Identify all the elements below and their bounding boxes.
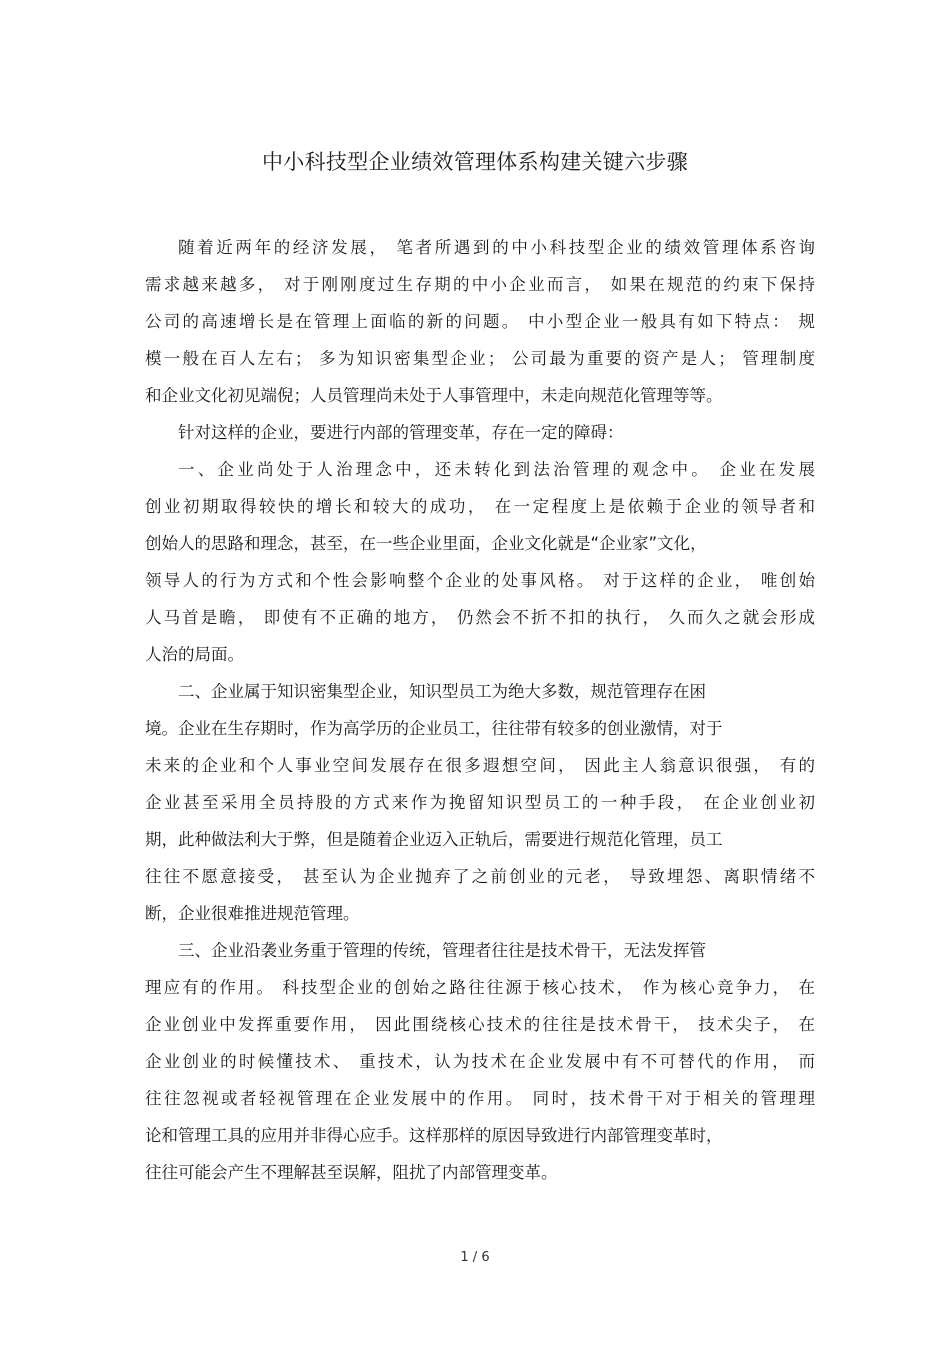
body-line: 人马首是瞻， 即使有不正确的地方， 仍然会不折不扣的执行， 久而久之就会形成 — [145, 608, 815, 627]
page-number: 1 / 6 — [460, 1250, 490, 1265]
body-line: 往往可能会产生不理解甚至误解，阻扰了内部管理变革。 — [145, 1163, 558, 1182]
body-line: 随着近两年的经济发展， 笔者所遇到的中小科技型企业的绩效管理体系咨询 — [178, 238, 815, 257]
body-line: 和企业文化初见端倪；人员管理尚未处于人事管理中，未走向规范化管理等等。 — [145, 386, 723, 405]
body-line: 企业创业的时候懂技术、 重技术，认为技术在企业发展中有不可替代的作用， 而 — [145, 1052, 815, 1071]
body-line: 公司的高速增长是在管理上面临的新的问题。 中小型企业一般具有如下特点： 规 — [145, 312, 815, 331]
body-line: 针对这样的企业，要进行内部的管理变革，存在一定的障碍： — [178, 423, 624, 442]
body-line: 境。企业在生存期时，作为高学历的企业员工，往往带有较多的创业激情，对于 — [145, 719, 723, 738]
body-line: 一、企业尚处于人治理念中，还未转化到法治管理的观念中。 企业在发展 — [178, 460, 815, 479]
body-line: 论和管理工具的应用并非得心应手。这样那样的原因导致进行内部管理变革时， — [145, 1126, 723, 1145]
body-line: 人治的局面。 — [145, 645, 244, 664]
body-line: 模一般在百人左右； 多为知识密集型企业； 公司最为重要的资产是人； 管理制度 — [145, 349, 815, 368]
body-line: 二、企业属于知识密集型企业，知识型员工为绝大多数，规范管理存在困 — [178, 682, 706, 701]
document-body — [145, 229, 815, 1191]
body-line: 往往忽视或者轻视管理在企业发展中的作用。 同时，技术骨干对于相关的管理理 — [145, 1089, 815, 1108]
body-line: 企业甚至采用全员持股的方式来作为挽留知识型员工的一种手段， 在企业创业初 — [145, 793, 815, 812]
body-line: 理应有的作用。 科技型企业的创始之路往往源于核心技术， 作为核心竞争力， 在 — [145, 978, 815, 997]
body-line: 未来的企业和个人事业空间发展存在很多遐想空间， 因此主人翁意识很强， 有的 — [145, 756, 815, 775]
body-line: 领导人的行为方式和个性会影响整个企业的处事风格。 对于这样的企业， 唯创始 — [145, 571, 815, 590]
document-title: 中小科技型企业绩效管理体系构建关键六步骤 — [262, 150, 688, 174]
body-line: 创业初期取得较快的增长和较大的成功， 在一定程度上是依赖于企业的领导者和 — [145, 497, 815, 516]
body-line: 往往不愿意接受， 甚至认为企业抛弃了之前创业的元老， 导致埋怨、离职情绪不 — [145, 867, 815, 886]
body-line: 需求越来越多， 对于刚刚度过生存期的中小企业而言， 如果在规范的约束下保持 — [145, 275, 815, 294]
body-line: 三、企业沿袭业务重于管理的传统，管理者往往是技术骨干，无法发挥管 — [178, 941, 706, 960]
body-line: 创始人的思路和理念，甚至，在一些企业里面，企业文化就是“企业家”文化， — [145, 534, 707, 553]
body-line: 断，企业很难推进规范管理。 — [145, 904, 360, 923]
body-line: 期，此种做法利大于弊，但是随着企业迈入正轨后，需要进行规范化管理，员工 — [145, 830, 723, 849]
body-line: 企业创业中发挥重要作用， 因此围绕核心技术的往往是技术骨干， 技术尖子， 在 — [145, 1015, 815, 1034]
